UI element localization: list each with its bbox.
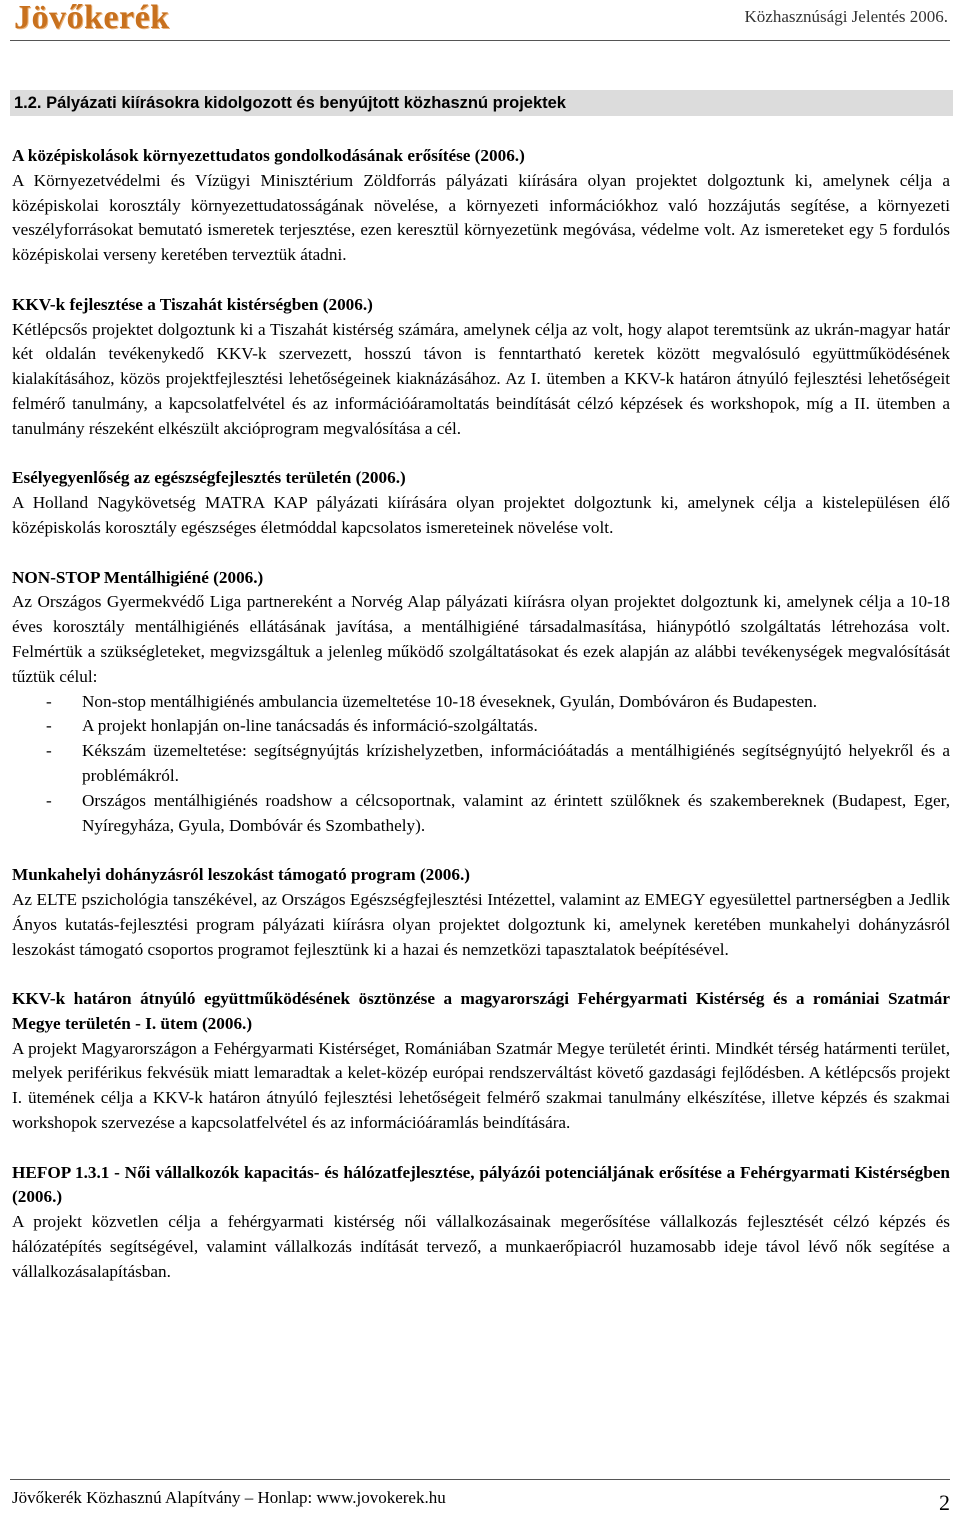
project-description: Kétlépcsős projektet dolgoztunk ki a Tiszahát kistérség számára, amelynek célja az volt, hogy alapot teremtsünk az ukrán-magyar határ két oldalán tevékenykedő KKV-k szervezett, hosszú távon is fenntartható keretek között megvalósuló együttműködésének kialakításához, közös projektfejlesztési lehetőségeinek kiaknázásához. Az I. ütemben a KKV-k határon átnyúló fejlesztési lehetőségeit felmérő tanulmány, a kapcsolatfelvétel és az információáramoltatás beindítását célzó képzések és workshopok, míg a II. ütemben a tanulmány részeként elkészült akcióprogram megvalósítása a cél. [12, 319, 950, 438]
project-description: Az Országos Gyermekvédő Liga partnereként a Norvég Alap pályázati kiírásra olyan projektet dolgoztunk ki, amelynek célja a 10-18 éves korosztály mentálhigiénés ellátásának javítása, a mentálhigiéné társadalmasítása, hiánypótló szolgáltatás létrehozása volt. Felmértük a szükségleteket, megvizsgáltuk a jelenleg működő szolgáltatásokat és ezek alapján az alábbi tevékenységek megvalósítását tűztük célul: [12, 592, 950, 686]
project-title: HEFOP 1.3.1 - Női vállalkozók kapacitás- és hálózatfejlesztése, pályázói potenciáljának erősítése a Fehérgyarmati Kistérségben (2006.) [12, 1162, 950, 1207]
project-title: Esélyegyenlőség az egészségfejlesztés területén (2006.) [12, 468, 406, 488]
project-title: NON-STOP Mentálhigiéné (2006.) [12, 567, 264, 587]
list-item-text: Országos mentálhigiénés roadshow a célcsoportnak, valamint az érintett szülőknek és szakembereknek (Budapest, Eger, Nyíregyháza, Gyula, Dombóvár és Szombathely). [82, 790, 950, 835]
list-item-text: Kékszám üzemeltetése: segítségnyújtás krízishelyzetben, információátadás a mentálhigiénés segítségnyújtó helyekről és a problémákról. [82, 741, 950, 785]
list-item: - Kékszám üzemeltetése: segítségnyújtás krízishelyzetben, információátadás a mentálhigiénés segítségnyújtó helyekről és a problémákról. [46, 741, 950, 785]
activity-list [12, 690, 950, 839]
list-item-text: Non-stop mentálhigiénés ambulancia üzemeltetése 10-18 éveseknek, Gyulán, Dombóváron és Budapesten. [82, 691, 818, 711]
project-description: A projekt Magyarországon a Fehérgyarmati Kistérséget, Romániában Szatmár Megye területét érinti. Mindkét térség határmenti terület, melyek periférikus fekvésük miatt lemaradtak a kelet-közép európai rendszerváltást követő gazdasági fejlődésben. A kétlépcsős projekt I. ütemének célja a KKV-k határon átnyúló fejlesztési lehetőségeit felmérő szakmai tanulmány elkészítése, illetve képzés és szakmai workshopok szervezése a kapcsolatfelvétel és az információáramlás beindítására. [12, 1038, 950, 1133]
section-title: 1.2. Pályázati kiírásokra kidolgozott és benyújtott közhasznú projektek [14, 94, 566, 112]
project-title: Munkahelyi dohányzásról leszokást támogató program (2006.) [12, 865, 471, 885]
header-divider [10, 40, 950, 41]
list-item: - A projekt honlapján on-line tanácsadás és információ-szolgáltatás. [46, 716, 538, 736]
project-description: A Környezetvédelmi és Vízügyi Minisztérium Zöldforrás pályázati kiírására olyan projektet dolgoztunk ki, amelynek célja a középiskolai korosztály környezettudatosságának növelése, a környezeti információkhoz való hozzájutás segítése, a környezeti veszélyforrásokat bemutató ismeretek terjesztése, ezen keresztül környezetünk megóvása, védelme volt. Az ismereteket egy 5 fordulós középiskolai verseny keretében terveztük átadni. [12, 170, 950, 265]
report-title: Közhasznúsági Jelentés 2006. [744, 7, 948, 26]
footer-text: Jövőkerék Közhasznú Alapítvány – Honlap: www.jovokerek.hu [12, 1488, 446, 1507]
page-header [0, 0, 960, 40]
project-description: A projekt közvetlen célja a fehérgyarmati kistérség női vállalkozásainak megerősítése vállalkozás fejlesztését célzó képzés és hálózatépítés segítségével, valamint vállalkozás indítását tervező, a munkaerőpiacról huzamosabb ideje távol lévő nők segítése a vállalkozásalapításban. [12, 1212, 950, 1281]
project-description: Az ELTE pszichológia tanszékével, az Országos Egészségfejlesztési Intézettel, valamint az EMEGY egyesülettel partnerségben a Jedlik Ányos kutatás-fejlesztési program pályázati kiírásra olyan projektet dolgoztunk ki, amelynek keretében munkahelyi dohányzásról leszokást támogató csoportos programot fejlesztünk ki a hazai és nemzetközi tapasztalatok beépítésével. [12, 889, 950, 959]
footer-divider [10, 1479, 950, 1480]
project-description: A Holland Nagykövetség MATRA KAP pályázati kiírására olyan projektet dolgoztunk ki, amelynek célja a kistelepülésen élő középiskolás korosztály egészséges életmóddal kapcsolatos ismereteinek növelése volt. [12, 493, 950, 537]
list-item-text: A projekt honlapján on-line tanácsadás és információ-szolgáltatás. [82, 716, 538, 736]
page-number: 2 [939, 1490, 950, 1515]
project-title: KKV-k fejlesztése a Tiszahát kistérségben (2006.) [12, 294, 373, 314]
project-title: A középiskolások környezettudatos gondolkodásának erősítése (2006.) [12, 146, 525, 165]
project-title: KKV-k határon átnyúló együttműködésének ösztönzése a magyarországi Fehérgyarmati Kistérség és a romániai Szatmár Megye területén - I. ütem (2006.) [12, 989, 950, 1033]
list-item: - Non-stop mentálhigiénés ambulancia üzemeltetése 10-18 éveseknek, Gyulán, Dombóváron és Budapesten. [46, 691, 818, 711]
logo-text: Jövőkerék [14, 0, 170, 36]
document-body [12, 144, 950, 1285]
list-item: - Országos mentálhigiénés roadshow a célcsoportnak, valamint az érintett szülőknek és szakembereknek (Budapest, Eger, Nyíregyháza, Gyula, Dombóvár és Szombathely). [46, 790, 950, 835]
logo [14, 0, 170, 38]
